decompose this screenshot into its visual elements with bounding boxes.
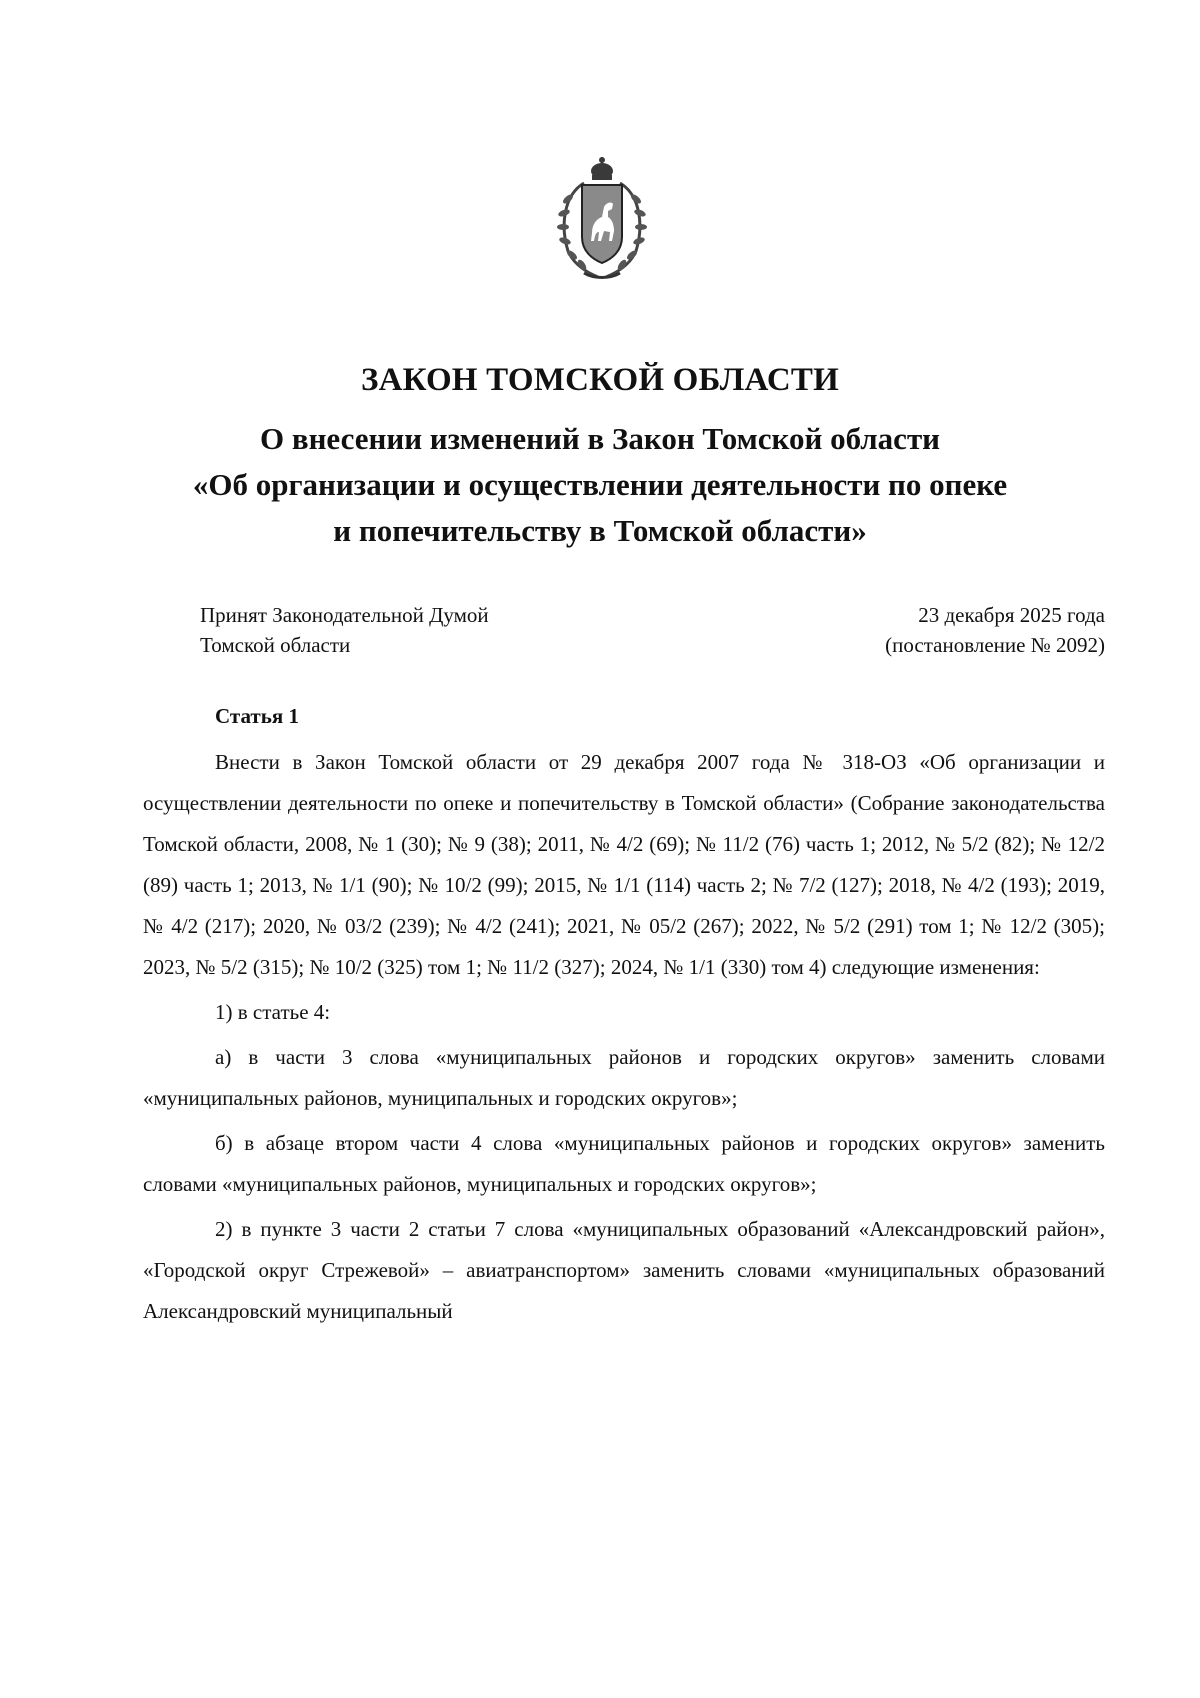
law-title: ЗАКОН ТОМСКОЙ ОБЛАСТИ	[360, 362, 839, 398]
adopted-by-line: Принят Законодательной Думой	[200, 603, 489, 627]
adopted-by-line: Томской области	[200, 633, 351, 657]
article-heading: Статья 1	[215, 704, 299, 728]
law-subtitle-line: О внесении изменений в Закон Томской области	[259, 421, 941, 456]
adopted-by	[200, 600, 489, 660]
adoption-date	[885, 600, 1105, 660]
article-paragraph: 1) в статье 4:	[215, 1000, 331, 1024]
article-paragraph: Внести в Закон Томской области от 29 декабря 2007 года № 318-ОЗ «Об организации и осуществлении деятельности по опеке и попечительству в Томской области» (Собрание законодательства Томской области, 2008, № 1 (30); № 9 (38); 2011, № 4/2 (69); № 11/2 (76) часть 1; 2012, № 5/2 (82); № 12/2 (89) часть 1; 2013, № 1/1 (90); № 10/2 (99); 2015, № 1/1 (114) часть 2; № 7/2 (127); 2018, № 4/2 (193); 2019, № 4/2 (217); 2020, № 03/2 (239); № 4/2 (241); 2021, № 05/2 (267); 2022, № 5/2 (291) том 1; № 12/2 (305); 2023, № 5/2 (315); № 10/2 (325) том 1; № 11/2 (327); 2024, № 1/1 (330) том 4) следующие изменения:	[143, 750, 1105, 979]
law-subtitle-line: «Об организации и осуществлении деятельности по опеке	[192, 467, 1008, 502]
article-paragraph: 2) в пункте 3 части 2 статьи 7 слова «муниципальных образований «Александровский район», «Городской округ Стрежевой» – авиатранспортом» заменить словами «муниципальных образований Александровский муниципальный	[143, 1217, 1105, 1323]
title-block	[100, 360, 1100, 554]
article-body	[143, 700, 1105, 1332]
resolution-number: (постановление № 2092)	[885, 633, 1105, 657]
article-paragraph: б) в абзаце втором части 4 слова «муниципальных районов и городских округов» заменить словами «муниципальных районов, муниципальных и городских округов»;	[143, 1131, 1105, 1196]
adoption-info	[200, 600, 1105, 660]
tomsk-region-coat-of-arms-icon	[554, 155, 650, 283]
article-paragraph: а) в части 3 слова «муниципальных районов и городских округов» заменить словами «муниципальных районов, муниципальных и городских округов»;	[143, 1045, 1105, 1110]
law-subtitle-line: и попечительству в Томской области»	[333, 513, 867, 548]
adoption-date-line: 23 декабря 2025 года	[918, 603, 1105, 627]
